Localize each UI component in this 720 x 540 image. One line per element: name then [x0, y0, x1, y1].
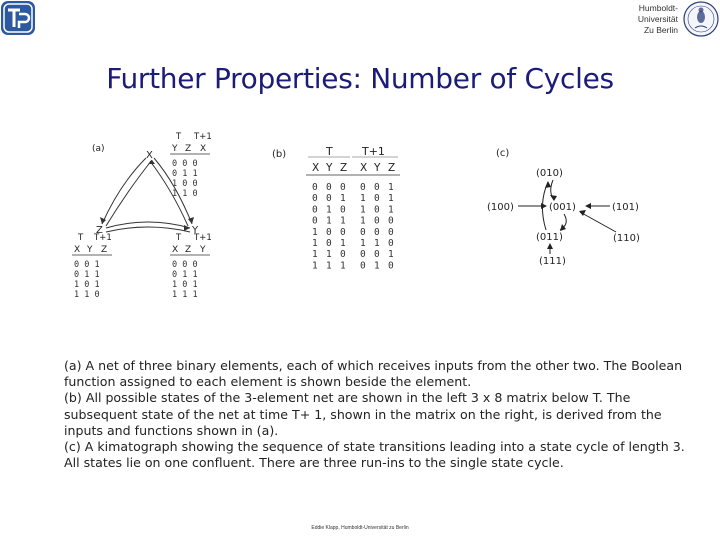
panel-b-label: (b)	[272, 149, 287, 160]
university-line-1: Humboldt-	[638, 3, 678, 13]
panel-a-right-header-t1: T+1	[194, 233, 212, 243]
panel-b-header-t1: T+1	[362, 145, 385, 158]
panel-a-left-row: 1 1 0	[74, 290, 100, 300]
panel-b-cell: 1	[388, 249, 394, 261]
panel-b-header-t: T	[326, 145, 333, 158]
panel-b-cell: 0	[312, 193, 318, 205]
panel-b-cell: 0	[388, 238, 394, 249]
panel-b-cell: 1	[374, 260, 380, 272]
panel-a-top-col-x: X	[200, 144, 207, 154]
university-line-3: Zu Berlin	[643, 25, 678, 35]
panel-a-top-header-t: T	[176, 132, 182, 142]
panel-c-label: (c)	[496, 148, 510, 159]
panel-b-cell: 0	[360, 182, 366, 193]
panel-b-cell: 1	[340, 260, 346, 272]
panel-a-top-header-t1: T+1	[194, 132, 212, 142]
panel-a-left-col-z: Z	[101, 245, 108, 255]
caption-line: function assigned to each element is shown beside the element.	[64, 374, 472, 390]
university-line-2: Universität	[637, 14, 678, 24]
state-010: (010)	[536, 168, 563, 179]
panel-b-cell: 1	[360, 193, 366, 205]
node-x: X	[146, 150, 153, 161]
panel-a-right-col-x: X	[172, 245, 179, 255]
panel-a-label: (a)	[92, 144, 105, 154]
panel-b-cell: 0	[326, 238, 332, 249]
panel-b-cell: 1	[326, 204, 332, 216]
node-z: Z	[96, 225, 103, 236]
tbp-logo	[0, 0, 36, 36]
panel-a-left-header-t1: T+1	[94, 233, 112, 243]
panel-b-cell: 1	[340, 238, 346, 249]
state-101: (101)	[612, 202, 639, 213]
panel-b-cell: 1	[360, 204, 366, 216]
caption-line: subsequent state of the net at time T+ 1, shown in the matrix on the right, is derived from the	[64, 406, 662, 422]
panel-b-cell: 0	[374, 193, 380, 205]
panel-a-top-row: 0 0 0	[172, 159, 198, 169]
panel-b-cell: 0	[374, 249, 380, 261]
panel-a-top-row: 1 0 0	[172, 179, 198, 189]
figure	[60, 124, 660, 324]
panel-b-cell: 1	[312, 249, 318, 261]
panel-a-top-col-y: Y	[172, 144, 178, 154]
panel-b-cell: 0	[360, 260, 366, 272]
panel-a-left-header-t: T	[78, 233, 84, 243]
panel-b-cell: 0	[312, 182, 318, 193]
panel-a-right-row: 0 1 1	[172, 270, 198, 280]
panel-b-cell: 0	[326, 193, 332, 205]
panel-b-col-header: Z	[388, 162, 396, 174]
panel-a-right-row: 0 0 0	[172, 260, 198, 270]
panel-a-right-col-y: Y	[200, 245, 206, 255]
figure-caption	[64, 358, 694, 471]
panel-b-cell: 1	[388, 193, 394, 205]
panel-b-cell: 1	[360, 215, 366, 227]
panel-b-cell: 1	[326, 249, 332, 261]
panel-b-cell: 1	[326, 215, 332, 227]
panel-b-cell: 1	[360, 238, 366, 249]
panel-b-col-header: X	[312, 162, 320, 174]
panel-b-cell: 1	[312, 226, 318, 238]
panel-b-cell: 0	[340, 204, 346, 216]
panel-b-cell: 1	[340, 193, 346, 205]
panel-c	[487, 148, 640, 267]
panel-a-left-row: 0 1 1	[74, 270, 100, 280]
state-001: (001)	[549, 202, 576, 213]
panel-a-top-col-z: Z	[185, 144, 192, 154]
caption-line: All states lie on one confluent. There are three run-ins to the single state cycle.	[64, 455, 564, 471]
panel-b-cell: 1	[388, 204, 394, 216]
panel-b-cell: 1	[312, 238, 318, 249]
page-title: Further Properties: Number of Cycles	[106, 62, 614, 95]
panel-b-cell: 1	[326, 260, 332, 272]
state-110: (110)	[613, 233, 640, 244]
university-seal-icon	[682, 0, 720, 38]
panel-a-left-row: 0 0 1	[74, 260, 100, 270]
panel-b	[272, 145, 400, 271]
panel-b-col-header: Y	[326, 162, 333, 174]
caption-line: (b) All possible states of the 3-element net are shown in the left 3 x 8 matrix below T. The	[64, 390, 631, 406]
panel-b-cell: 0	[340, 249, 346, 261]
panel-b-cell: 0	[388, 215, 394, 227]
panel-b-cell: 0	[326, 226, 332, 238]
panel-a-top-row: 0 1 1	[172, 169, 198, 179]
node-y: Y	[192, 225, 199, 236]
panel-b-cell: 0	[360, 226, 366, 238]
panel-a-left-col-x: X	[74, 245, 81, 255]
panel-b-cell: 0	[388, 260, 394, 272]
caption-line: (c) A kimatograph showing the sequence of state transitions leading into a state cycle of length 3.	[64, 439, 685, 455]
panel-a-top-row: 1 1 0	[172, 189, 198, 199]
panel-b-state-matrix	[312, 182, 394, 271]
panel-b-cell: 0	[374, 215, 380, 227]
panel-b-cell: 1	[374, 238, 380, 249]
panel-b-col-header: Z	[340, 162, 348, 174]
panel-b-cell: 0	[340, 226, 346, 238]
panel-b-cell: 1	[312, 260, 318, 272]
panel-a-right-row: 1 1 1	[172, 290, 198, 300]
panel-b-column-headers	[312, 162, 395, 174]
panel-b-cell: 0	[360, 249, 366, 261]
panel-b-cell: 0	[374, 182, 380, 193]
panel-b-cell: 0	[312, 204, 318, 216]
footer: Eddie Klapp, Humboldt-Universität zu Berlin	[311, 525, 409, 531]
panel-a-right-col-z: Z	[185, 245, 192, 255]
caption-line: (a) A net of three binary elements, each of which receives inputs from the other two. The Boolean	[64, 358, 683, 373]
panel-a-right-row: 1 0 1	[172, 280, 198, 290]
panel-b-cell: 0	[388, 226, 394, 238]
state-111: (111)	[539, 256, 566, 267]
panel-b-cell: 1	[388, 182, 394, 193]
panel-a	[72, 132, 212, 300]
caption-line: inputs and functions shown in (a).	[64, 422, 279, 438]
state-011: (011)	[536, 232, 563, 243]
state-100: (100)	[487, 202, 514, 213]
panel-b-cell: 1	[340, 215, 346, 227]
panel-a-right-header-t: T	[176, 233, 182, 243]
panel-b-cell: 0	[326, 182, 332, 193]
panel-b-cell: 0	[340, 182, 346, 193]
panel-a-left-col-y: Y	[87, 245, 93, 255]
panel-a-left-row: 1 0 1	[74, 280, 100, 290]
panel-b-cell: 0	[312, 215, 318, 227]
panel-b-col-header: Y	[374, 162, 381, 174]
transition-arrows	[518, 180, 616, 254]
university-name	[606, 3, 678, 36]
panel-b-cell: 0	[374, 204, 380, 216]
panel-b-col-header: X	[360, 162, 368, 174]
panel-b-cell: 0	[374, 226, 380, 238]
